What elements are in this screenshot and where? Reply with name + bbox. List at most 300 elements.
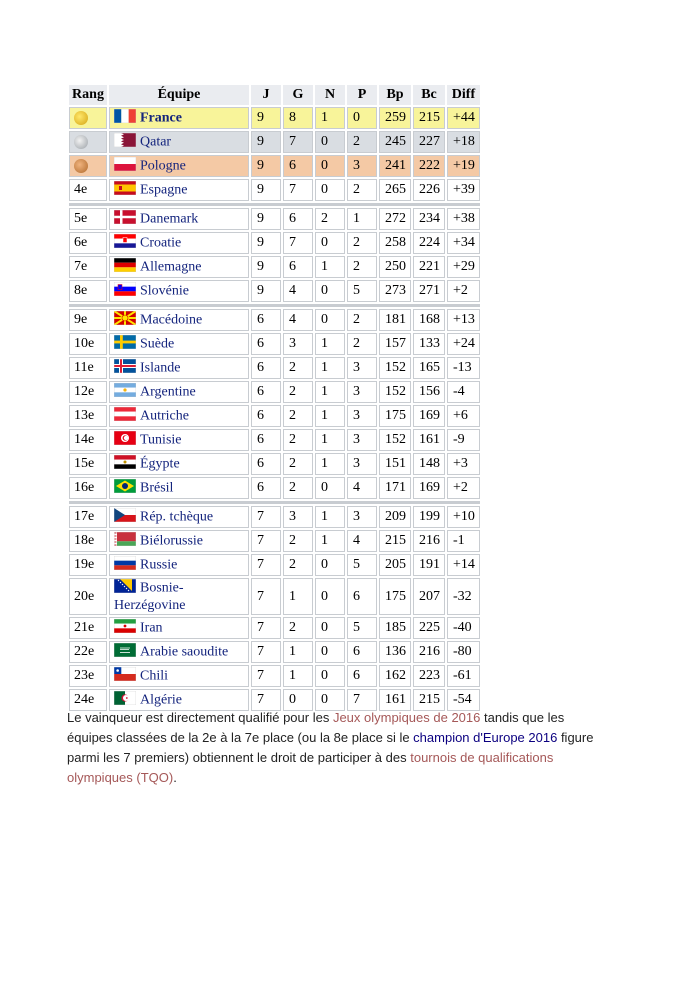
stat-j-cell: 6 [251,309,281,331]
col-header-g: G [283,85,313,105]
stat-p-cell: 3 [347,429,377,451]
team-name[interactable]: Russie [140,557,178,573]
ar-flag-icon [114,383,136,402]
stat-bp-cell: 171 [379,477,411,499]
rank-cell: 6e [69,232,107,254]
team-cell [109,617,249,639]
team-cell [109,429,249,451]
stat-p-cell: 2 [347,232,377,254]
separator-bar [69,304,480,307]
stat-j-cell: 7 [251,617,281,639]
stat-n-cell: 1 [315,506,345,528]
table-row [69,309,480,331]
team-name[interactable]: Allemagne [140,259,202,275]
rank-cell: 17e [69,506,107,528]
stat-bc-cell: 271 [413,280,445,302]
stat-bc-cell: 199 [413,506,445,528]
team-name-line: Bosnie- [140,580,184,596]
stat-p-cell: 3 [347,357,377,379]
qualification-note [67,708,597,788]
team-cell [109,179,249,201]
stat-j-cell: 7 [251,578,281,615]
stat-bc-cell: 224 [413,232,445,254]
table-row [69,208,480,230]
stat-j-cell: 9 [251,131,281,153]
stat-g-cell: 2 [283,453,313,475]
stat-n-cell: 1 [315,107,345,129]
stat-g-cell: 7 [283,179,313,201]
note-text-3: figure parmi les 7 premiers) obtiennent le droit de participer à des [67,730,594,765]
is-flag-icon [114,359,136,378]
stat-bp-cell: 136 [379,641,411,663]
stat-diff-cell: +18 [447,131,480,153]
tn-flag-icon [114,431,136,450]
separator-bar [69,203,480,206]
table-row [69,641,480,663]
stat-bp-cell: 273 [379,280,411,302]
team-cell [109,578,249,615]
stat-bp-cell: 157 [379,333,411,355]
stat-j-cell: 6 [251,381,281,403]
stat-g-cell: 3 [283,506,313,528]
stat-j-cell: 9 [251,179,281,201]
stat-p-cell: 3 [347,453,377,475]
stat-bp-cell: 250 [379,256,411,278]
stat-p-cell: 3 [347,155,377,177]
stat-g-cell: 6 [283,208,313,230]
stat-p-cell: 6 [347,665,377,687]
stat-n-cell: 0 [315,617,345,639]
stat-j-cell: 9 [251,107,281,129]
sa-flag-icon [114,643,136,662]
stat-n-cell: 0 [315,665,345,687]
stat-g-cell: 2 [283,554,313,576]
br-flag-icon [114,479,136,498]
group-separator [69,501,480,504]
stat-diff-cell: +3 [447,453,480,475]
rank-cell: 23e [69,665,107,687]
stat-g-cell: 2 [283,530,313,552]
team-name[interactable]: Rép. tchèque [140,509,214,525]
team-cell [109,208,249,230]
stat-bc-cell: 215 [413,689,445,711]
stat-g-cell: 2 [283,381,313,403]
dz-flag-icon [114,691,136,710]
rank-cell: 5e [69,208,107,230]
stat-diff-cell: -4 [447,381,480,403]
stat-g-cell: 3 [283,333,313,355]
stat-g-cell: 0 [283,689,313,711]
stat-g-cell: 1 [283,578,313,615]
stat-g-cell: 1 [283,665,313,687]
euro-champion-2016-link[interactable]: champion d'Europe 2016 [413,730,558,745]
stat-g-cell: 4 [283,280,313,302]
stat-p-cell: 3 [347,405,377,427]
rank-cell: 19e [69,554,107,576]
team-cell [109,107,249,129]
stat-bp-cell: 215 [379,530,411,552]
stat-bc-cell: 227 [413,131,445,153]
stat-bc-cell: 221 [413,256,445,278]
stat-bp-cell: 259 [379,107,411,129]
team-cell [109,554,249,576]
stat-diff-cell: -54 [447,689,480,711]
stat-bp-cell: 265 [379,179,411,201]
team-cell [109,530,249,552]
stat-diff-cell: +39 [447,179,480,201]
stat-diff-cell: -80 [447,641,480,663]
stat-diff-cell: -9 [447,429,480,451]
stat-bc-cell: 216 [413,530,445,552]
stat-n-cell: 2 [315,208,345,230]
stat-bp-cell: 152 [379,429,411,451]
rank-cell [69,155,107,177]
team-cell [109,131,249,153]
stat-bc-cell: 207 [413,578,445,615]
team-name[interactable]: Slovénie [140,283,189,299]
stat-n-cell: 0 [315,477,345,499]
table-row [69,530,480,552]
table-row [69,155,480,177]
pl-flag-icon [114,157,136,176]
silver-medal-icon [74,135,88,149]
stat-bc-cell: 216 [413,641,445,663]
stat-bp-cell: 241 [379,155,411,177]
stat-n-cell: 1 [315,357,345,379]
stat-diff-cell: +44 [447,107,480,129]
team-cell [109,256,249,278]
table-row [69,333,480,355]
col-header-diff: Diff [447,85,480,105]
note-text-4: . [173,770,177,785]
dk-flag-icon [114,210,136,229]
stat-diff-cell: -61 [447,665,480,687]
team-name[interactable]: Autriche [140,408,189,424]
rank-cell: 16e [69,477,107,499]
stat-diff-cell: +6 [447,405,480,427]
stat-g-cell: 6 [283,155,313,177]
team-cell [109,665,249,687]
team-cell [109,405,249,427]
stat-bc-cell: 223 [413,665,445,687]
se-flag-icon [114,335,136,354]
at-flag-icon [114,407,136,426]
stat-diff-cell: -1 [447,530,480,552]
stat-n-cell: 0 [315,155,345,177]
ru-flag-icon [114,556,136,575]
stat-g-cell: 1 [283,641,313,663]
stat-n-cell: 0 [315,689,345,711]
group-separator [69,203,480,206]
stat-bc-cell: 234 [413,208,445,230]
table-row [69,506,480,528]
team-cell [109,309,249,331]
stat-p-cell: 3 [347,506,377,528]
table-row [69,280,480,302]
col-header-n: N [315,85,345,105]
team-cell [109,280,249,302]
stat-g-cell: 2 [283,477,313,499]
stat-j-cell: 6 [251,405,281,427]
stat-n-cell: 0 [315,554,345,576]
stat-bp-cell: 161 [379,689,411,711]
stat-g-cell: 2 [283,405,313,427]
stat-g-cell: 6 [283,256,313,278]
stat-n-cell: 1 [315,381,345,403]
stat-n-cell: 0 [315,179,345,201]
stat-g-cell: 2 [283,617,313,639]
stat-p-cell: 2 [347,179,377,201]
team-name-line: Herzégovine [114,598,186,613]
stat-bc-cell: 169 [413,405,445,427]
stat-j-cell: 6 [251,477,281,499]
stat-diff-cell: -13 [447,357,480,379]
stat-bp-cell: 152 [379,381,411,403]
stat-n-cell: 1 [315,405,345,427]
team-name[interactable]: Espagne [140,182,188,198]
stat-j-cell: 6 [251,453,281,475]
stat-bp-cell: 175 [379,578,411,615]
de-flag-icon [114,258,136,277]
table-row [69,578,480,615]
col-header-bc: Bc [413,85,445,105]
table-row [69,107,480,129]
team-name[interactable]: Islande [140,360,181,376]
team-name[interactable]: France [140,110,182,126]
stat-g-cell: 7 [283,131,313,153]
team-name[interactable]: Biélorussie [140,533,203,549]
rank-cell [69,131,107,153]
team-name[interactable]: Qatar [140,134,172,150]
table-row [69,179,480,201]
team-cell [109,333,249,355]
stat-n-cell: 0 [315,280,345,302]
table-row [69,453,480,475]
stat-bp-cell: 272 [379,208,411,230]
team-name[interactable]: Danemark [140,211,199,227]
stat-j-cell: 9 [251,232,281,254]
cl-flag-icon [114,667,136,686]
by-flag-icon [114,532,136,551]
team-name[interactable]: Croatie [140,235,182,251]
table-row [69,131,480,153]
table-row [69,381,480,403]
stat-g-cell: 2 [283,357,313,379]
stat-bc-cell: 133 [413,333,445,355]
stat-j-cell: 9 [251,208,281,230]
team-cell [109,477,249,499]
col-header-bp: Bp [379,85,411,105]
table-row [69,665,480,687]
stat-bc-cell: 168 [413,309,445,331]
rank-cell: 18e [69,530,107,552]
stat-bc-cell: 148 [413,453,445,475]
stat-n-cell: 0 [315,232,345,254]
stat-n-cell: 0 [315,578,345,615]
rank-cell: 9e [69,309,107,331]
stat-p-cell: 7 [347,689,377,711]
stat-n-cell: 0 [315,131,345,153]
stat-p-cell: 3 [347,381,377,403]
stat-p-cell: 4 [347,477,377,499]
rank-cell [69,107,107,129]
stat-bc-cell: 191 [413,554,445,576]
stat-g-cell: 7 [283,232,313,254]
cz-flag-icon [114,508,136,527]
note-text-2: tandis que les équipes classées de la 2e à la 7e place (ou la 8e place si le [67,710,565,745]
stat-bc-cell: 169 [413,477,445,499]
stat-j-cell: 7 [251,506,281,528]
team-name[interactable]: Tunisie [140,432,182,448]
ir-flag-icon [114,619,136,638]
stat-bp-cell: 162 [379,665,411,687]
ba-flag-icon [114,579,136,598]
stat-j-cell: 9 [251,155,281,177]
bronze-medal-icon [74,159,88,173]
stat-j-cell: 7 [251,530,281,552]
stat-g-cell: 2 [283,429,313,451]
table-row [69,617,480,639]
stat-p-cell: 6 [347,578,377,615]
tqo-link[interactable]: tournois de qualifications olympiques (TQO) [67,750,554,785]
stat-bc-cell: 215 [413,107,445,129]
stat-j-cell: 6 [251,357,281,379]
rank-cell: 13e [69,405,107,427]
stat-bc-cell: 161 [413,429,445,451]
rank-cell: 14e [69,429,107,451]
stat-p-cell: 2 [347,131,377,153]
olympics-2016-link[interactable]: Jeux olympiques de 2016 [332,710,481,725]
stat-bp-cell: 209 [379,506,411,528]
stat-bp-cell: 185 [379,617,411,639]
stat-diff-cell: +24 [447,333,480,355]
stat-diff-cell: -40 [447,617,480,639]
team-name[interactable]: Argentine [140,384,196,400]
stat-p-cell: 2 [347,256,377,278]
stat-p-cell: 5 [347,617,377,639]
stat-p-cell: 2 [347,333,377,355]
stat-p-cell: 2 [347,309,377,331]
rank-cell: 4e [69,179,107,201]
stat-n-cell: 1 [315,453,345,475]
col-header-rank: Rang [69,85,107,105]
stat-g-cell: 8 [283,107,313,129]
stat-n-cell: 0 [315,309,345,331]
rank-cell: 11e [69,357,107,379]
team-cell [109,506,249,528]
team-cell [109,232,249,254]
stat-bp-cell: 205 [379,554,411,576]
stat-j-cell: 7 [251,554,281,576]
standings-body [69,107,480,711]
stat-bp-cell: 175 [379,405,411,427]
standings-table-wrap [67,83,482,713]
team-name[interactable]: Brésil [140,480,174,496]
rank-cell: 21e [69,617,107,639]
team-name[interactable]: Pologne [140,158,186,174]
table-header-row [69,85,480,105]
stat-p-cell: 1 [347,208,377,230]
team-name[interactable]: Iran [140,620,163,636]
team-cell [109,641,249,663]
stat-diff-cell: -32 [447,578,480,615]
stat-diff-cell: +14 [447,554,480,576]
stat-diff-cell: +38 [447,208,480,230]
stat-diff-cell: +2 [447,477,480,499]
team-cell [109,155,249,177]
stat-p-cell: 0 [347,107,377,129]
stat-p-cell: 4 [347,530,377,552]
stat-p-cell: 5 [347,554,377,576]
eg-flag-icon [114,455,136,474]
rank-cell: 12e [69,381,107,403]
team-name[interactable]: Algérie [140,692,182,708]
stat-bc-cell: 222 [413,155,445,177]
stat-bc-cell: 226 [413,179,445,201]
stat-n-cell: 1 [315,256,345,278]
rank-cell: 10e [69,333,107,355]
stat-diff-cell: +34 [447,232,480,254]
team-name[interactable]: Arabie saoudite [140,644,229,660]
rank-cell: 15e [69,453,107,475]
si-flag-icon [114,282,136,301]
stat-diff-cell: +19 [447,155,480,177]
team-name[interactable]: Suède [140,336,175,352]
stat-p-cell: 6 [347,641,377,663]
table-row [69,256,480,278]
table-row [69,232,480,254]
team-name[interactable]: Chili [140,668,169,684]
mk-flag-icon [114,311,136,330]
rank-cell: 22e [69,641,107,663]
stat-bc-cell: 225 [413,617,445,639]
stat-j-cell: 6 [251,333,281,355]
stat-bc-cell: 165 [413,357,445,379]
stat-bp-cell: 151 [379,453,411,475]
stat-j-cell: 9 [251,280,281,302]
stat-n-cell: 1 [315,429,345,451]
stat-diff-cell: +29 [447,256,480,278]
table-row [69,405,480,427]
stat-g-cell: 4 [283,309,313,331]
team-cell [109,357,249,379]
rank-cell: 7e [69,256,107,278]
stat-j-cell: 6 [251,429,281,451]
rank-cell: 24e [69,689,107,711]
stat-bp-cell: 152 [379,357,411,379]
col-header-j: J [251,85,281,105]
separator-bar [69,501,480,504]
group-separator [69,304,480,307]
stat-n-cell: 1 [315,530,345,552]
stat-diff-cell: +13 [447,309,480,331]
stat-n-cell: 1 [315,333,345,355]
table-row [69,429,480,451]
qa-flag-icon [114,133,136,152]
team-name[interactable]: Égypte [140,456,180,472]
rank-cell: 8e [69,280,107,302]
stat-diff-cell: +2 [447,280,480,302]
stat-j-cell: 7 [251,641,281,663]
table-row [69,554,480,576]
note-text-1: Le vainqueur est directement qualifié pour les [67,710,333,725]
col-header-p: P [347,85,377,105]
team-cell [109,381,249,403]
stat-bp-cell: 245 [379,131,411,153]
table-row [69,357,480,379]
hr-flag-icon [114,234,136,253]
team-name[interactable]: Macédoine [140,312,203,328]
